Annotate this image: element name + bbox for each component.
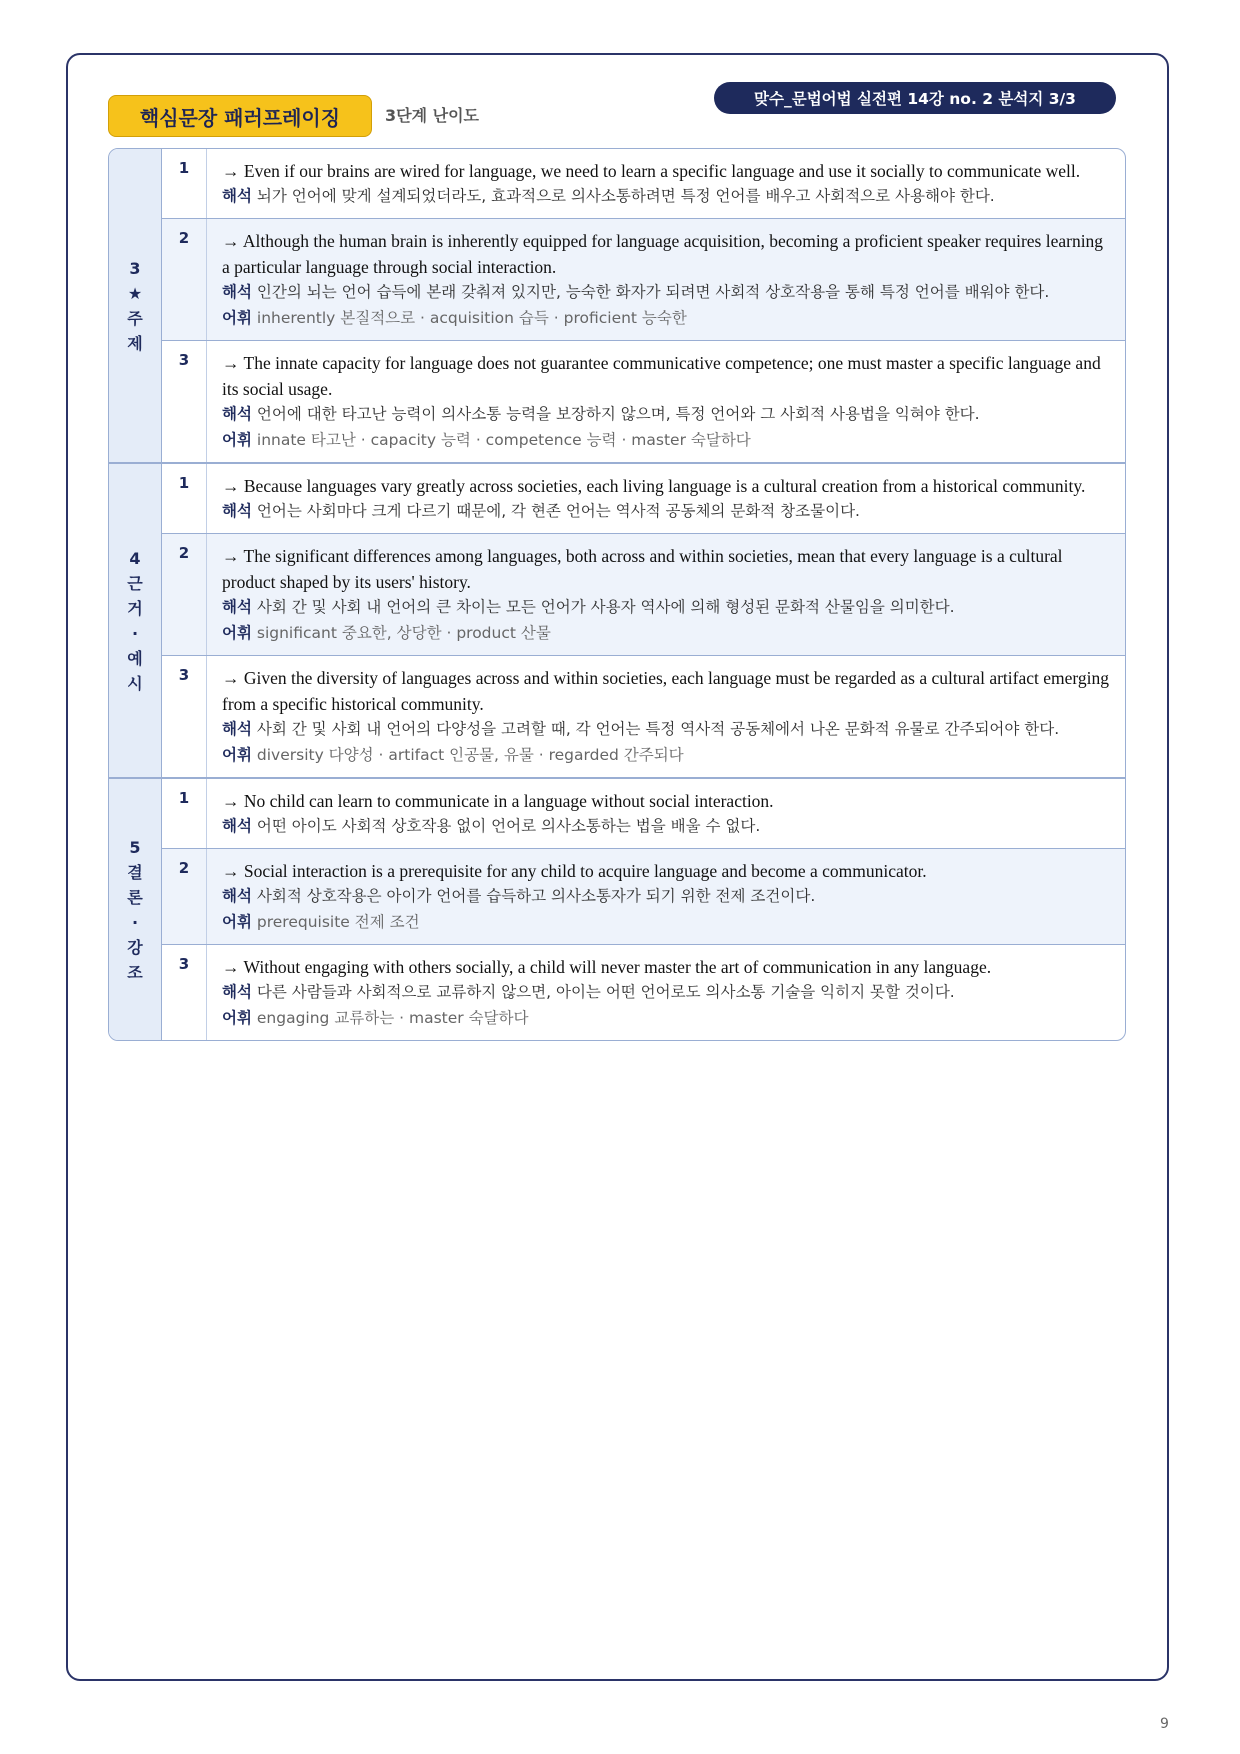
vocab-tag: 어휘	[222, 913, 252, 931]
translation-tag: 해석	[222, 817, 252, 835]
translation-tag: 해석	[222, 983, 252, 1001]
korean-translation	[222, 814, 1111, 839]
table-row	[162, 533, 1125, 655]
english-sentence: → The significant differences among languages, both across and within societies, mean that every language is a cultural product shaped by its users' history.	[222, 546, 1063, 592]
vocabulary	[222, 742, 1111, 768]
korean-translation	[222, 280, 1111, 305]
vocabulary	[222, 1005, 1111, 1031]
section-cell	[109, 464, 162, 777]
korean-translation	[222, 595, 1111, 620]
row-content	[207, 219, 1125, 340]
translation-text: 어떤 아이도 사회적 상호작용 없이 언어로 의사소통하는 법을 배울 수 없다.	[256, 817, 761, 835]
table-row	[162, 464, 1125, 533]
english-sentence: → Social interaction is a prerequisite for any child to acquire language and become a communicator.	[222, 861, 927, 881]
vocabulary	[222, 427, 1111, 453]
korean-translation	[222, 884, 1111, 909]
row-number: 1	[162, 779, 207, 848]
row-content	[207, 945, 1125, 1040]
vocab-tag: 어휘	[222, 624, 252, 642]
section-rows	[162, 779, 1125, 1040]
english-sentence: → Although the human brain is inherently equipped for language acquisition, becoming a proficient speaker requires learning a particular language through social interaction.	[222, 231, 1104, 277]
vocab-text: significant 중요한, 상당한 · product 산물	[256, 624, 551, 642]
translation-text: 인간의 뇌는 언어 습득에 본래 갖춰져 있지만, 능숙한 화자가 되려면 사회적 상호작용을 통해 특정 언어를 배워야 한다.	[256, 283, 1050, 301]
vocab-tag: 어휘	[222, 309, 252, 327]
row-number: 3	[162, 945, 207, 1040]
row-content	[207, 656, 1125, 777]
vocab-text: engaging 교류하는 · master 숙달하다	[256, 1009, 529, 1027]
table-row	[162, 779, 1125, 848]
vocab-text: diversity 다양성 · artifact 인공물, 유물 · regarded 간주되다	[256, 746, 684, 764]
paraphrase-table	[108, 148, 1126, 1041]
row-content	[207, 341, 1125, 462]
vocabulary	[222, 620, 1111, 646]
vocab-tag: 어휘	[222, 746, 252, 764]
translation-tag: 해석	[222, 598, 252, 616]
row-content	[207, 849, 1125, 944]
table-row	[162, 340, 1125, 462]
vocab-tag: 어휘	[222, 1009, 252, 1027]
translation-text: 사회 간 및 사회 내 언어의 큰 차이는 모든 언어가 사용자 역사에 의해 형성된 문화적 산물임을 의미한다.	[256, 598, 955, 616]
lesson-title: 맞수_문법어법 실전편 14강 no. 2 분석지 3/3	[754, 90, 1076, 108]
row-number: 2	[162, 849, 207, 944]
translation-tag: 해석	[222, 283, 252, 301]
table-row	[162, 218, 1125, 340]
korean-translation	[222, 499, 1111, 524]
section-label: 5 결 론· 강 조	[127, 837, 143, 982]
vocabulary	[222, 909, 1111, 935]
translation-text: 사회적 상호작용은 아이가 언어를 습득하고 의사소통자가 되기 위한 전제 조건이다.	[256, 887, 816, 905]
row-number: 1	[162, 149, 207, 218]
vocab-text: inherently 본질적으로 · acquisition 습득 · proficient 능숙한	[256, 309, 687, 327]
section-title-badge	[108, 95, 372, 137]
translation-text: 언어에 대한 타고난 능력이 의사소통 능력을 보장하지 않으며, 특정 언어와 그 사회적 사용법을 익혀야 한다.	[256, 405, 980, 423]
korean-translation	[222, 717, 1111, 742]
english-sentence: → Even if our brains are wired for language, we need to learn a specific language and use it socially to communicate well.	[222, 161, 1081, 181]
section-title: 핵심문장 패러프레이징	[139, 105, 341, 130]
row-number: 1	[162, 464, 207, 533]
vocabulary	[222, 305, 1111, 331]
row-number: 2	[162, 534, 207, 655]
page-number: 9	[1160, 1716, 1169, 1732]
difficulty-label: 3단계 난이도	[385, 106, 479, 125]
vocab-tag: 어휘	[222, 431, 252, 449]
korean-translation	[222, 184, 1111, 209]
english-sentence: → Without engaging with others socially, a child will never master the art of communication in any language.	[222, 957, 992, 977]
vocab-text: prerequisite 전제 조건	[256, 913, 420, 931]
translation-tag: 해석	[222, 502, 252, 520]
row-content	[207, 779, 1125, 848]
english-sentence: → Because languages vary greatly across societies, each living language is a cultural creation from a historical community.	[222, 476, 1086, 496]
row-number: 3	[162, 656, 207, 777]
section-group	[109, 777, 1125, 1040]
english-sentence: → Given the diversity of languages across and within societies, each language must be regarded as a cultural artifact emerging from a specific historical community.	[222, 668, 1110, 714]
table-row	[162, 655, 1125, 777]
translation-tag: 해석	[222, 187, 252, 205]
section-rows	[162, 149, 1125, 462]
translation-tag: 해석	[222, 405, 252, 423]
translation-tag: 해석	[222, 887, 252, 905]
korean-translation	[222, 980, 1111, 1005]
section-label: 4 근 거· 예 시	[127, 548, 143, 693]
row-number: 3	[162, 341, 207, 462]
vocab-text: innate 타고난 · capacity 능력 · competence 능력 · master 숙달하다	[256, 431, 751, 449]
translation-text: 뇌가 언어에 맞게 설계되었더라도, 효과적으로 의사소통하려면 특정 언어를 배우고 사회적으로 사용해야 한다.	[256, 187, 995, 205]
lesson-badge	[714, 82, 1116, 114]
translation-text: 다른 사람들과 사회적으로 교류하지 않으면, 아이는 어떤 언어로도 의사소통 기술을 익히지 못할 것이다.	[256, 983, 955, 1001]
section-cell	[109, 149, 162, 462]
section-label: 3 ★ 주 제	[127, 258, 143, 353]
translation-text: 사회 간 및 사회 내 언어의 다양성을 고려할 때, 각 언어는 특정 역사적 공동체에서 나온 문화적 유물로 간주되어야 한다.	[256, 720, 1060, 738]
section-group	[109, 149, 1125, 462]
english-sentence: → No child can learn to communicate in a language without social interaction.	[222, 791, 774, 811]
table-row	[162, 848, 1125, 944]
korean-translation	[222, 402, 1111, 427]
section-group	[109, 462, 1125, 777]
section-rows	[162, 464, 1125, 777]
row-content	[207, 534, 1125, 655]
row-content	[207, 149, 1125, 218]
row-number: 2	[162, 219, 207, 340]
english-sentence: → The innate capacity for language does not guarantee communicative competence; one must master a specific language and its social usage.	[222, 353, 1101, 399]
section-cell	[109, 779, 162, 1040]
translation-text: 언어는 사회마다 크게 다르기 때문에, 각 현존 언어는 역사적 공동체의 문화적 창조물이다.	[256, 502, 860, 520]
translation-tag: 해석	[222, 720, 252, 738]
table-row	[162, 944, 1125, 1040]
table-row	[162, 149, 1125, 218]
row-content	[207, 464, 1125, 533]
